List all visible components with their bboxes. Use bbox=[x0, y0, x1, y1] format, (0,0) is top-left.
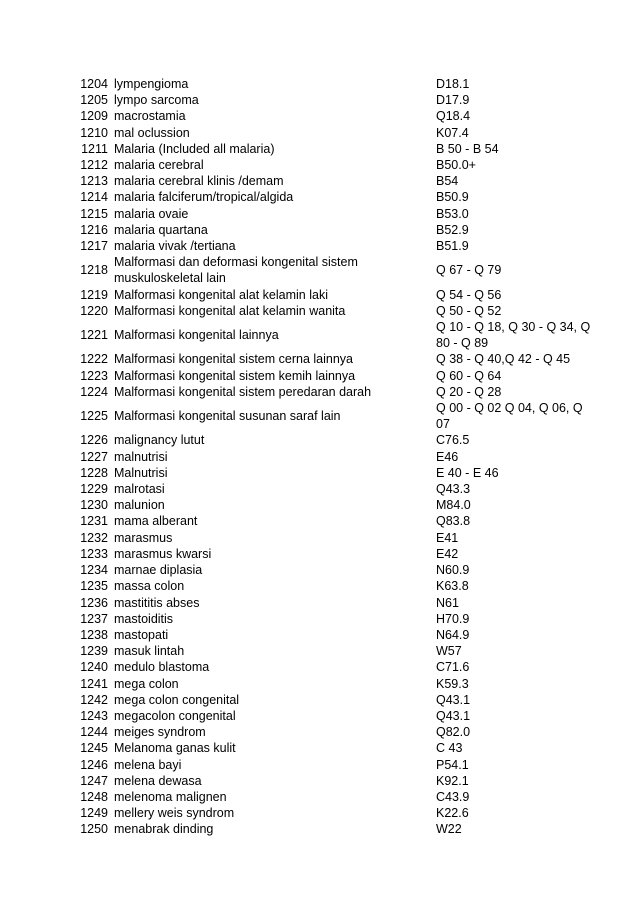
icd-code: Q43.1 bbox=[436, 692, 471, 707]
row-number: 1226 bbox=[80, 433, 108, 448]
icd-code: Q83.8 bbox=[436, 514, 471, 529]
table-row bbox=[74, 708, 594, 724]
row-number: 1241 bbox=[80, 676, 108, 691]
icd-code: B54 bbox=[436, 174, 459, 189]
table-row bbox=[74, 578, 594, 594]
diagnosis-name: mal oclussion bbox=[114, 125, 190, 140]
icd-code: M84.0 bbox=[436, 498, 471, 513]
table-row bbox=[74, 319, 594, 351]
icd-code: K07.4 bbox=[436, 125, 469, 140]
row-number: 1223 bbox=[80, 368, 108, 383]
row-number: 1243 bbox=[80, 708, 108, 723]
row-number: 1235 bbox=[80, 579, 108, 594]
document-page bbox=[74, 76, 594, 838]
icd-code: Q 20 - Q 28 bbox=[436, 384, 502, 399]
row-number: 1222 bbox=[80, 352, 108, 367]
table-row bbox=[74, 76, 594, 92]
icd-code: Q18.4 bbox=[436, 109, 471, 124]
row-number: 1245 bbox=[80, 741, 108, 756]
row-number: 1225 bbox=[80, 409, 108, 424]
row-number: 1210 bbox=[80, 125, 108, 140]
table-row bbox=[74, 400, 594, 432]
diagnosis-name: malaria cerebral klinis /demam bbox=[114, 174, 284, 189]
icd-code: E41 bbox=[436, 530, 459, 545]
icd-code: N61 bbox=[436, 595, 459, 610]
table-row bbox=[74, 546, 594, 562]
row-number: 1236 bbox=[80, 595, 108, 610]
row-number: 1246 bbox=[80, 757, 108, 772]
table-row bbox=[74, 125, 594, 141]
table-row bbox=[74, 643, 594, 659]
icd-code: E46 bbox=[436, 449, 459, 464]
diagnosis-name: melenoma malignen bbox=[114, 789, 227, 804]
table-row bbox=[74, 432, 594, 448]
diagnosis-name: Malaria (Included all malaria) bbox=[114, 141, 275, 156]
table-row bbox=[74, 627, 594, 643]
table-row bbox=[74, 513, 594, 529]
diagnosis-name: marasmus kwarsi bbox=[114, 546, 212, 561]
diagnosis-name: macrostamia bbox=[114, 109, 186, 124]
table-row bbox=[74, 173, 594, 189]
diagnosis-name: malaria quartana bbox=[114, 222, 208, 237]
icd-code: Q43.3 bbox=[436, 482, 471, 497]
icd-code: E42 bbox=[436, 546, 459, 561]
diagnosis-name: malrotasi bbox=[114, 482, 165, 497]
row-number: 1212 bbox=[80, 158, 108, 173]
diagnosis-name: Malformasi kongenital sistem kemih lainnya bbox=[114, 368, 356, 383]
row-number: 1231 bbox=[80, 514, 108, 529]
icd-code: C 43 bbox=[436, 741, 463, 756]
diagnosis-name: medulo blastoma bbox=[114, 660, 210, 675]
table-row bbox=[74, 562, 594, 578]
row-number: 1238 bbox=[80, 627, 108, 642]
icd-code: E 40 - E 46 bbox=[436, 465, 499, 480]
row-number: 1218 bbox=[80, 263, 108, 278]
row-number: 1234 bbox=[80, 563, 108, 578]
diagnosis-name: mastopati bbox=[114, 627, 169, 642]
table-row bbox=[74, 481, 594, 497]
icd-code: Q43.1 bbox=[436, 708, 471, 723]
icd-code: K59.3 bbox=[436, 676, 469, 691]
icd-code: W57 bbox=[436, 644, 462, 659]
row-number: 1214 bbox=[80, 190, 108, 205]
table-row bbox=[74, 789, 594, 805]
icd-code: W22 bbox=[436, 822, 462, 837]
diagnosis-name: malunion bbox=[114, 498, 165, 513]
row-number: 1213 bbox=[80, 174, 108, 189]
icd-code: Q 10 - Q 18, Q 30 - Q 34, Q 80 - Q 89 bbox=[436, 320, 591, 351]
icd-code: Q 00 - Q 02 Q 04, Q 06, Q 07 bbox=[436, 401, 583, 432]
row-number: 1216 bbox=[80, 222, 108, 237]
table-row bbox=[74, 254, 594, 286]
table-row bbox=[74, 206, 594, 222]
table-row bbox=[74, 530, 594, 546]
row-number: 1219 bbox=[80, 287, 108, 302]
icd-code: C71.6 bbox=[436, 660, 470, 675]
icd-code: B50.0+ bbox=[436, 158, 476, 173]
diagnosis-name: meiges syndrom bbox=[114, 725, 206, 740]
diagnosis-name: megacolon congenital bbox=[114, 708, 236, 723]
table-row bbox=[74, 773, 594, 789]
table-row bbox=[74, 595, 594, 611]
table-row bbox=[74, 659, 594, 675]
diagnosis-name: melena dewasa bbox=[114, 773, 202, 788]
icd-code: N64.9 bbox=[436, 627, 470, 642]
row-number: 1244 bbox=[80, 725, 108, 740]
diagnosis-name: mellery weis syndrom bbox=[114, 806, 235, 821]
row-number: 1240 bbox=[80, 660, 108, 675]
row-number: 1220 bbox=[80, 303, 108, 318]
diagnosis-name: malnutrisi bbox=[114, 449, 168, 464]
row-number: 1224 bbox=[80, 384, 108, 399]
diagnosis-name: malaria falciferum/tropical/algida bbox=[114, 190, 294, 205]
table-row bbox=[74, 141, 594, 157]
diagnosis-name: Malformasi kongenital susunan saraf lain bbox=[114, 409, 341, 424]
table-row bbox=[74, 92, 594, 108]
table-row bbox=[74, 368, 594, 384]
icd-code: C76.5 bbox=[436, 433, 470, 448]
diagnosis-name: mega colon bbox=[114, 676, 179, 691]
diagnosis-name: malaria vivak /tertiana bbox=[114, 239, 236, 254]
table-row bbox=[74, 449, 594, 465]
row-number: 1205 bbox=[80, 93, 108, 108]
diagnosis-name: marasmus bbox=[114, 530, 173, 545]
diagnosis-name: lympengioma bbox=[114, 77, 189, 91]
row-number: 1211 bbox=[81, 141, 108, 156]
icd-code: B51.9 bbox=[436, 239, 469, 254]
table-row bbox=[74, 724, 594, 740]
icd-code: B 50 - B 54 bbox=[436, 141, 499, 156]
row-number: 1209 bbox=[80, 109, 108, 124]
icd-code: N60.9 bbox=[436, 563, 470, 578]
diagnosis-name: mastititis abses bbox=[114, 595, 200, 610]
table-row bbox=[74, 757, 594, 773]
diagnosis-name: Malformasi kongenital alat kelamin wanita bbox=[114, 303, 346, 318]
table-row bbox=[74, 238, 594, 254]
table-row bbox=[74, 351, 594, 367]
row-number: 1221 bbox=[80, 328, 108, 343]
row-number: 1230 bbox=[80, 498, 108, 513]
diagnosis-name: malignancy lutut bbox=[114, 433, 205, 448]
row-number: 1248 bbox=[80, 789, 108, 804]
diagnosis-name: melena bayi bbox=[114, 757, 182, 772]
icd-code: B53.0 bbox=[436, 206, 469, 221]
table-row bbox=[74, 384, 594, 400]
diagnosis-name: mama alberant bbox=[114, 514, 198, 529]
row-number: 1239 bbox=[80, 644, 108, 659]
table-row bbox=[74, 676, 594, 692]
row-number: 1250 bbox=[80, 822, 108, 837]
diagnosis-name: menabrak dinding bbox=[114, 822, 214, 837]
icd-code: C43.9 bbox=[436, 789, 470, 804]
icd-code: D18.1 bbox=[436, 77, 470, 91]
table-row bbox=[74, 611, 594, 627]
diagnosis-name: masuk lintah bbox=[114, 644, 185, 659]
table-row bbox=[74, 821, 594, 837]
diagnosis-name: Malformasi kongenital sistem peredaran darah bbox=[114, 384, 372, 399]
diagnosis-name: lympo sarcoma bbox=[114, 93, 199, 108]
row-number: 1233 bbox=[80, 546, 108, 561]
row-number: 1249 bbox=[80, 806, 108, 821]
icd-code: P54.1 bbox=[436, 757, 469, 772]
table-row bbox=[74, 222, 594, 238]
row-number: 1229 bbox=[80, 482, 108, 497]
table-row bbox=[74, 108, 594, 124]
table-row bbox=[74, 189, 594, 205]
table-row bbox=[74, 287, 594, 303]
table-row bbox=[74, 692, 594, 708]
diagnosis-name: Malformasi kongenital alat kelamin laki bbox=[114, 287, 328, 302]
diagnosis-name: Melanoma ganas kulit bbox=[114, 741, 236, 756]
icd-code: Q82.0 bbox=[436, 725, 471, 740]
row-number: 1227 bbox=[80, 449, 108, 464]
row-number: 1247 bbox=[80, 773, 108, 788]
diagnosis-name: malaria ovaie bbox=[114, 206, 189, 221]
icd-code-table bbox=[74, 76, 594, 838]
row-number: 1228 bbox=[80, 465, 108, 480]
diagnosis-name: Malformasi kongenital sistem cerna lainnya bbox=[114, 352, 353, 367]
row-number: 1237 bbox=[80, 611, 108, 626]
row-number: 1215 bbox=[80, 206, 108, 221]
icd-code: H70.9 bbox=[436, 611, 470, 626]
row-number: 1204 bbox=[80, 77, 108, 91]
table-body bbox=[74, 76, 594, 838]
row-number: 1217 bbox=[80, 239, 108, 254]
icd-code: K92.1 bbox=[436, 773, 469, 788]
table-row bbox=[74, 303, 594, 319]
table-row bbox=[74, 157, 594, 173]
diagnosis-name: marnae diplasia bbox=[114, 563, 203, 578]
icd-code: Q 54 - Q 56 bbox=[436, 287, 502, 302]
diagnosis-name: mega colon congenital bbox=[114, 692, 240, 707]
table-row bbox=[74, 805, 594, 821]
icd-code: Q 67 - Q 79 bbox=[436, 263, 502, 278]
row-number: 1232 bbox=[80, 530, 108, 545]
icd-code: K22.6 bbox=[436, 806, 469, 821]
icd-code: Q 60 - Q 64 bbox=[436, 368, 502, 383]
icd-code: Q 38 - Q 40,Q 42 - Q 45 bbox=[436, 352, 571, 367]
icd-code: Q 50 - Q 52 bbox=[436, 303, 502, 318]
diagnosis-name: Malformasi kongenital lainnya bbox=[114, 328, 279, 343]
diagnosis-name: malaria cerebral bbox=[114, 158, 204, 173]
table-row bbox=[74, 740, 594, 756]
diagnosis-name: Malnutrisi bbox=[114, 465, 168, 480]
row-number: 1242 bbox=[80, 692, 108, 707]
table-row bbox=[74, 497, 594, 513]
icd-code: D17.9 bbox=[436, 93, 470, 108]
icd-code: B50.9 bbox=[436, 190, 469, 205]
table-row bbox=[74, 465, 594, 481]
diagnosis-name: Malformasi dan deformasi kongenital sistem muskuloskeletal lain bbox=[114, 255, 358, 286]
icd-code: K63.8 bbox=[436, 579, 469, 594]
diagnosis-name: mastoiditis bbox=[114, 611, 174, 626]
icd-code: B52.9 bbox=[436, 222, 469, 237]
diagnosis-name: massa colon bbox=[114, 579, 185, 594]
